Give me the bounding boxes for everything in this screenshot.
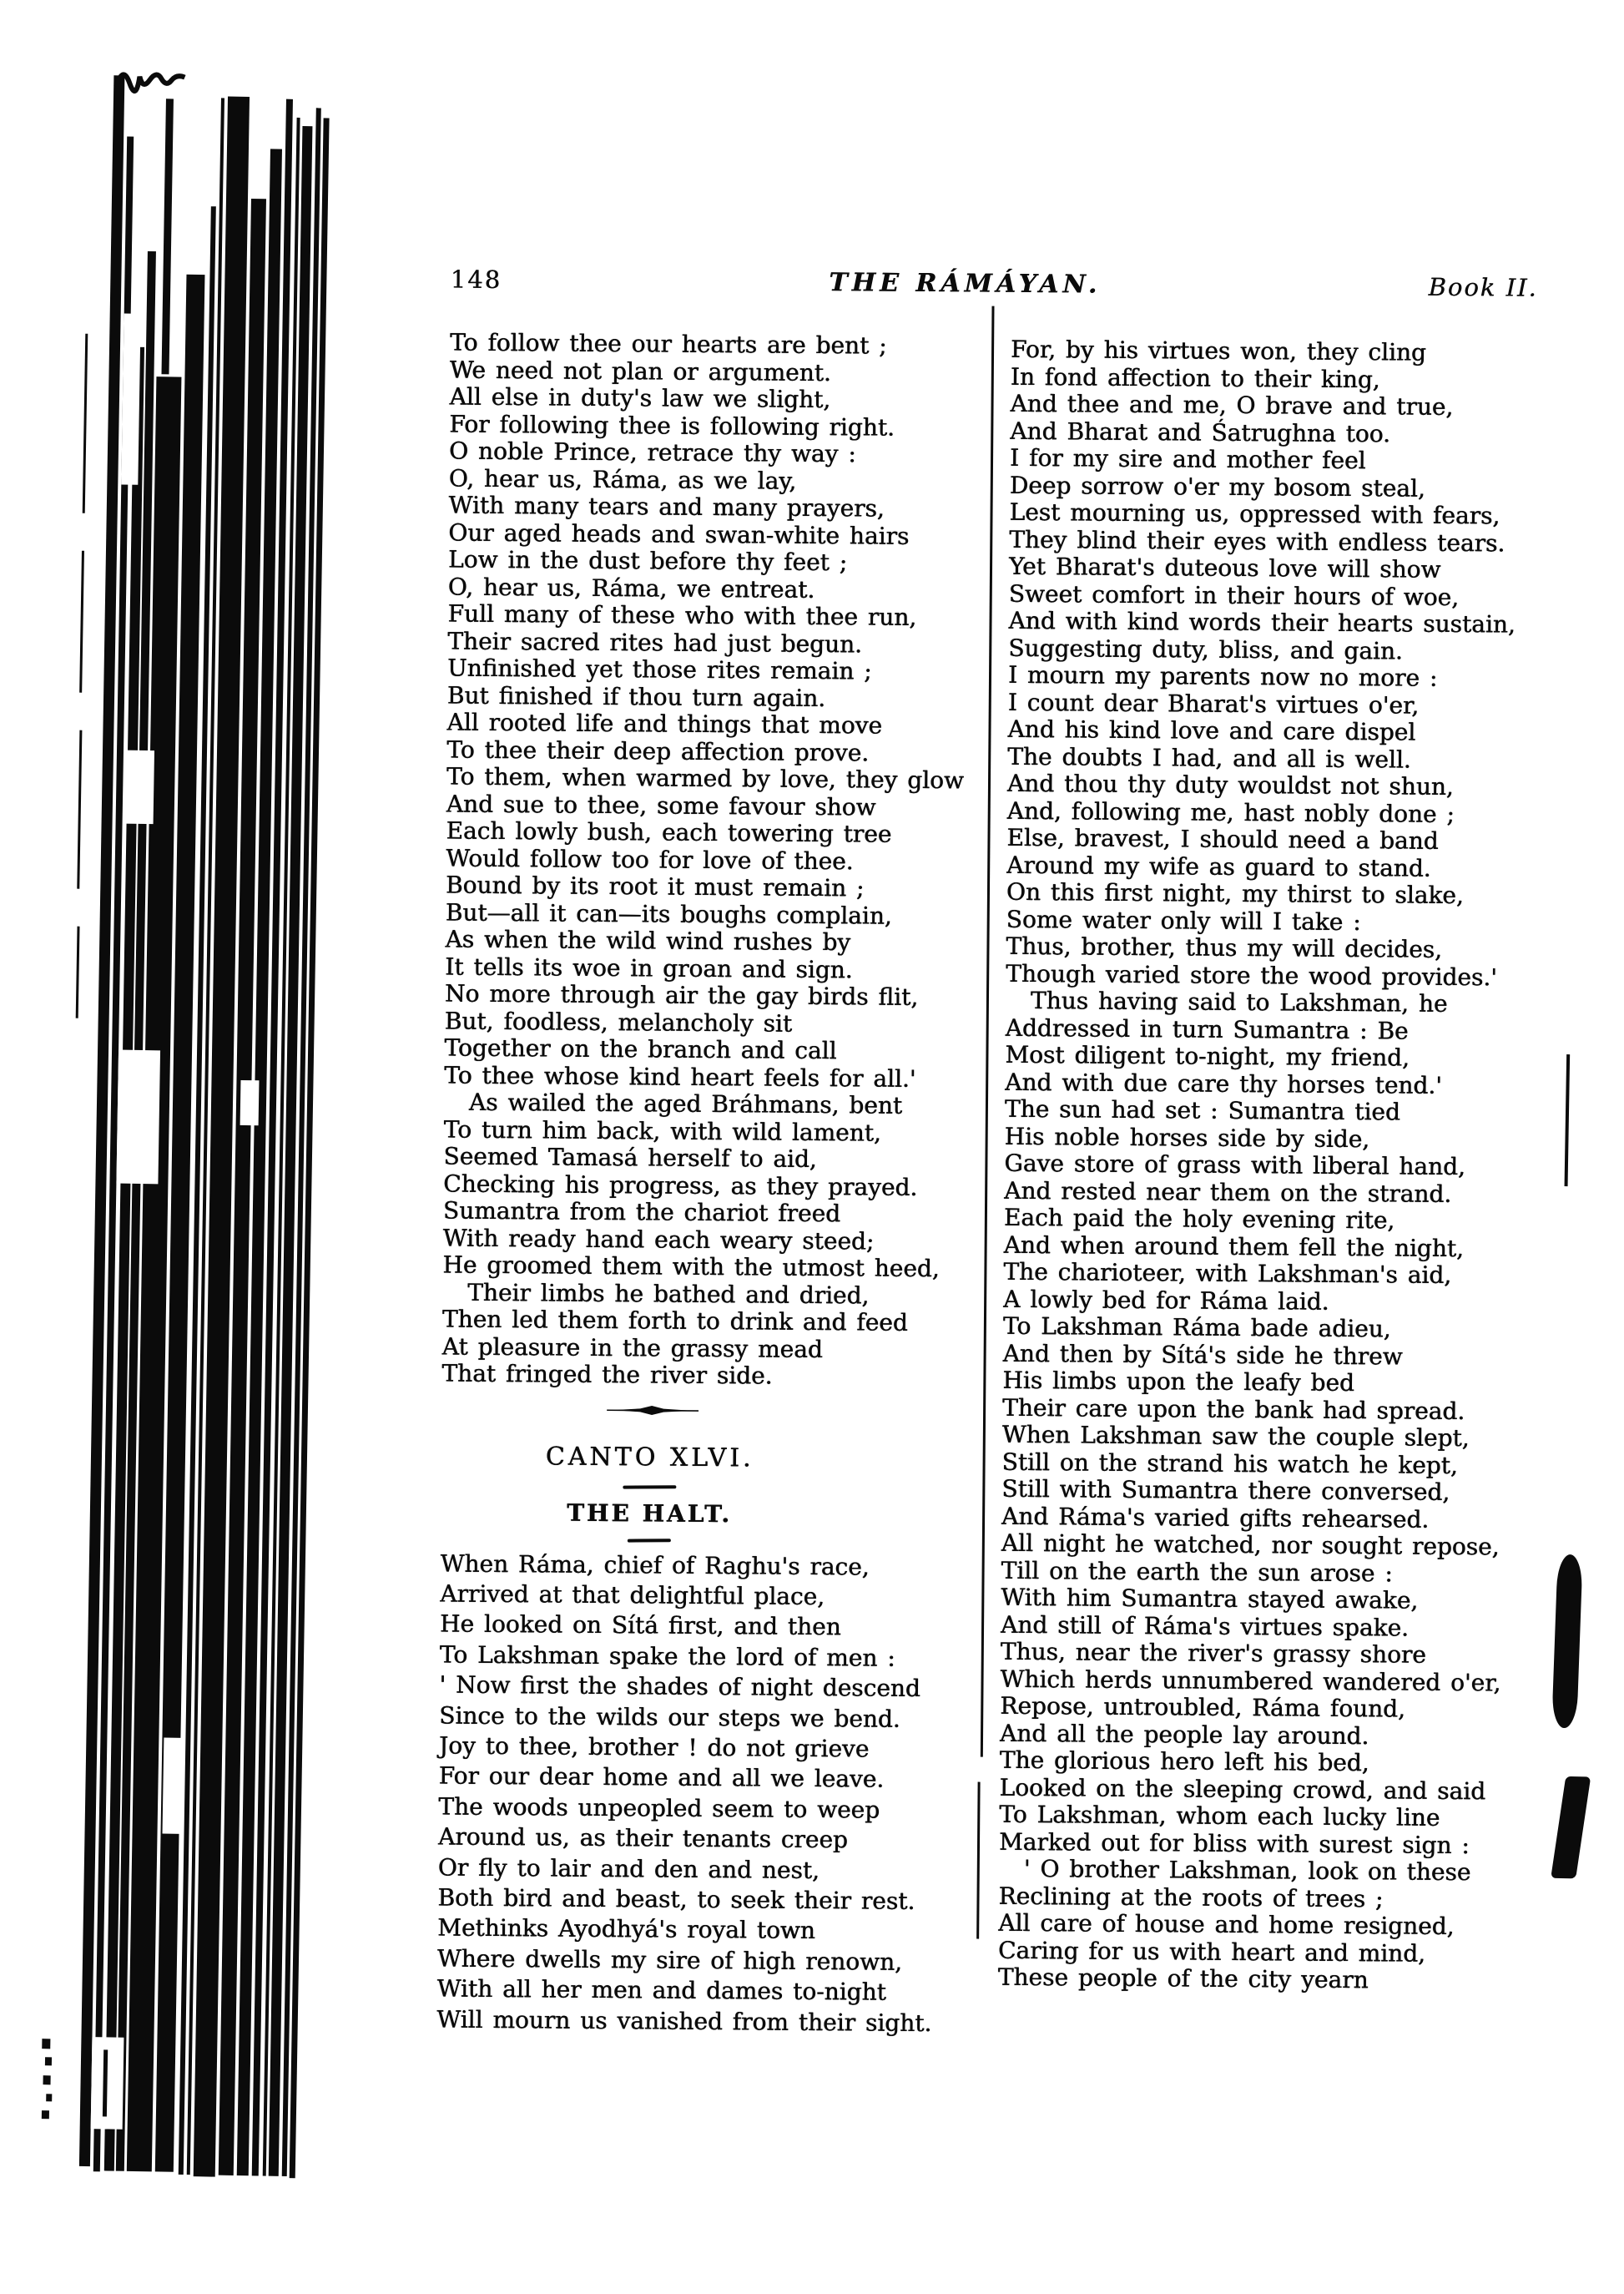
verse-line: ' O brother Lakshman, look on these [1023, 1854, 1471, 1887]
verse-line: To thee whose kind heart feels for all.' [444, 1060, 916, 1093]
verse-line: When Lakshman saw the couple slept, [1001, 1420, 1470, 1453]
verse-line: Still with Sumantra there conversed, [1001, 1474, 1450, 1506]
verse-line: Addressed in turn Sumantra : Be [1005, 1013, 1409, 1045]
verse-line: Else, bravest, I should need a band [1006, 823, 1439, 855]
verse-line: Their sacred rites had just begun. [447, 627, 863, 658]
verse-line: And all the people lay around. [999, 1719, 1369, 1750]
verse-line: On this first night, my thirst to slake, [1006, 877, 1464, 910]
verse-line: No more through air the gay birds flit, [444, 979, 919, 1011]
verse-line: O noble Prince, retrace thy way : [448, 437, 856, 468]
left-column [436, 330, 974, 2039]
verse-line: And his kind love and care dispel [1007, 715, 1416, 746]
verse-line: With him Sumantra stayed awake, [1001, 1583, 1419, 1614]
verse-line: Methinks Ayodhyá's royal town [437, 1913, 816, 1945]
verse-line: Gave store of grass with liberal hand, [1004, 1149, 1466, 1181]
verse-line: Around my wife as guard to stand. [1006, 851, 1431, 882]
verse-line: Together on the branch and call [444, 1033, 837, 1065]
verse-line: And Ráma's varied gifts rehearsed. [1001, 1502, 1430, 1534]
verse-line: Or fly to lair and den and nest, [437, 1853, 820, 1884]
verse-line: A lowly bed for Ráma laid. [1003, 1285, 1329, 1316]
canto-title: CANTO XLVI. [545, 1441, 754, 1473]
verse-line: Low in the dust before thy feet ; [447, 545, 848, 577]
verse-line: And Bharat and Śatrughna too. [1010, 417, 1391, 447]
verse-line: Thus, near the river's grassy shore [1000, 1637, 1426, 1669]
verse-line: Repose, untroubled, Ráma found, [1000, 1691, 1406, 1723]
verse-line: That fringed the river side. [441, 1359, 773, 1390]
verse-line: For following thee is following right. [449, 410, 895, 442]
verse-line: Reclining at the roots of trees ; [998, 1882, 1384, 1913]
verse-line: Still on the strand his watch he kept, [1001, 1448, 1458, 1479]
verse-line: Looked on the sleeping crowd, and said [999, 1773, 1486, 1805]
verse-line: Caring for us with heart and mind, [997, 1936, 1426, 1968]
verse-line: Then led them forth to drink and feed [441, 1305, 908, 1336]
verse-line: Most diligent to-night, my friend, [1005, 1040, 1410, 1072]
verse-line: As when the wild wind rushes by [445, 925, 851, 957]
verse-line: With ready hand each weary steed; [442, 1223, 875, 1256]
verse-line: Around us, as their tenants creep [437, 1822, 849, 1854]
verse-line: Seemed Tamasá herself to aid, [443, 1142, 817, 1174]
verse-line: I count dear Bharat's virtues o'er, [1007, 688, 1420, 720]
scan-edge-blob [1551, 1554, 1582, 1729]
verse-line: At pleasure in the grassy mead [441, 1331, 823, 1363]
verse-line: Bound by its root it must remain ; [445, 871, 865, 902]
verse-line: To Lakshman Ráma bade adieu, [1002, 1311, 1391, 1343]
verse-line: Both bird and beast, to seek their rest. [437, 1883, 915, 1915]
verse-line: Unfinished yet those rites remain ; [446, 654, 872, 685]
verse-line: Deep sorrow o'er my bosom steal, [1009, 471, 1425, 503]
verse-line: Joy to thee, brother ! do not grieve [438, 1731, 870, 1763]
verse-section-canto46 [436, 1549, 965, 2039]
verse-line: Though varied store the wood provides.' [1006, 959, 1498, 991]
verse-line: And thou thy duty wouldst not shun, [1006, 769, 1454, 801]
verse-section-right [998, 336, 1562, 1996]
verse-line: Would follow too for love of thee. [446, 844, 854, 875]
verse-line: The doubts I had, and all is well. [1007, 742, 1411, 774]
verse-line: And still of Ráma's virtues spake. [1000, 1610, 1410, 1642]
verse-line: And when around them fell the night, [1003, 1230, 1465, 1262]
verse-line: These people of the city yearn [997, 1963, 1369, 1994]
verse-line: Some water only will I take : [1006, 905, 1361, 936]
verse-line: Their care upon the bank had spread. [1002, 1393, 1465, 1425]
verse-line: The charioteer, with Lakshman's aid, [1003, 1257, 1452, 1289]
verse-line: To Lakshman, whom each lucky line [999, 1800, 1440, 1832]
verse-line: Yet Bharat's duteous love will show [1008, 552, 1441, 584]
verse-line: And with kind words their hearts sustain, [1008, 606, 1516, 639]
verse-line: And, following me, hast nobly done ; [1006, 796, 1455, 828]
scan-gutter-artifact [0, 0, 335, 2283]
canto-subtitle: THE HALT. [567, 1498, 733, 1528]
verse-line: Arrived at that delightful place, [440, 1579, 825, 1611]
verse-line: ' Now first the shades of night descend [439, 1670, 920, 1703]
verse-line: Since to the wilds our steps we bend. [439, 1701, 900, 1733]
verse-line: With many tears and many prayers, [448, 491, 885, 523]
verse-line: Thus having said to Lakshman, he [1030, 987, 1448, 1018]
verse-line: The woods unpeopled seem to weep [438, 1792, 880, 1824]
page-header [451, 265, 1538, 303]
heading-rule [623, 1485, 676, 1488]
verse-line: In fond affection to their king, [1010, 362, 1380, 393]
verse-line: Full many of these who with thee run, [447, 599, 917, 631]
verse-line: Checking his progress, as they prayed. [443, 1169, 918, 1201]
verse-line: Till on the earth the sun arose : [1001, 1556, 1393, 1587]
verse-line: But, foodless, melancholy sit [444, 1007, 793, 1038]
canto-heading-block [441, 1441, 859, 1544]
scan-edge-blob [1551, 1776, 1591, 1879]
verse-line: The glorious hero left his bed, [999, 1746, 1369, 1777]
verse-line: Which herds unnumbered wandered o'er, [1000, 1665, 1501, 1696]
verse-line: And sue to thee, some favour show [446, 790, 876, 821]
page-number: 148 [450, 265, 502, 295]
verse-line: Their limbs he bathed and dried, [467, 1278, 870, 1310]
verse-line: Will mourn us vanished from their sight. [436, 2005, 932, 2037]
column-divider-rule [976, 1782, 980, 1939]
tapered-rule-ornament-icon [607, 1404, 699, 1417]
verse-line: They blind their eyes with endless tears. [1009, 525, 1505, 557]
verse-line: Suggesting duty, bliss, and gain. [1008, 634, 1404, 665]
heading-rule [628, 1539, 671, 1542]
verse-line: Each lowly bush, each towering tree [446, 816, 892, 848]
verse-line: O, hear us, Ráma, we entreat. [447, 573, 815, 604]
running-title: THE RÁMÁYAN. [829, 268, 1102, 300]
verse-line: He looked on Sítá first, and then [439, 1609, 841, 1641]
verse-line: I for my sire and mother feel [1009, 443, 1366, 475]
verse-line: Each paid the holy evening rite, [1003, 1203, 1395, 1235]
verse-line: Marked out for bliss with surest sign : [998, 1827, 1470, 1859]
verse-line: All care of house and home resigned, [998, 1908, 1455, 1941]
verse-line: Sumantra from the chariot freed [442, 1196, 841, 1228]
verse-line: We need not plan or argument. [449, 356, 831, 387]
verse-line: Lest mourning us, oppressed with fears, [1009, 498, 1500, 530]
verse-line: All night he watched, nor sought repose, [1001, 1528, 1500, 1561]
column-divider-rule [981, 306, 995, 1757]
verse-line: Where dwells my sire of high renown, [436, 1944, 903, 1976]
verse-line: And thee and me, O brave and true, [1010, 389, 1454, 421]
verse-line: The sun had set : Sumantra tied [1004, 1094, 1400, 1126]
verse-line: All rooted life and things that move [446, 708, 883, 740]
verse-line: His limbs upon the leafy bed [1002, 1366, 1355, 1397]
verse-line: But finished if thou turn again. [446, 681, 826, 712]
verse-line: And with due care thy horses tend.' [1005, 1068, 1443, 1099]
verse-line: O, hear us, Ráma, as we lay, [448, 464, 797, 495]
verse-line: With all her men and dames to-night [436, 1974, 886, 2006]
verse-line: To Lakshman spake the lord of men : [439, 1640, 895, 1672]
verse-line: To them, when warmed by love, they glow [446, 762, 965, 795]
verse-line: When Ráma, chief of Raghu's race, [440, 1549, 870, 1581]
verse-line: He groomed them with the utmost heed, [442, 1251, 940, 1283]
verse-line: And then by Sítá's side he threw [1002, 1339, 1403, 1371]
verse-line: To thee their deep affection prove. [446, 735, 870, 766]
verse-line: For, by his virtues won, they cling [1010, 335, 1427, 366]
verse-line: It tells its woe in groan and sign. [445, 952, 853, 983]
verse-line: Our aged heads and swan-white hairs [448, 518, 910, 550]
verse-line: Sweet comfort in their hours of woe, [1008, 579, 1460, 611]
verse-line: For our dear home and all we leave. [438, 1761, 885, 1794]
verse-line: His noble horses side by side, [1004, 1122, 1370, 1153]
verse-line: To follow thee our hearts are bent ; [450, 328, 887, 360]
verse-section-canto45-end [441, 330, 974, 1392]
right-column [998, 336, 1562, 1996]
verse-line: Thus, brother, thus my will decides, [1006, 932, 1443, 963]
scan-edge-mark [1565, 1054, 1571, 1186]
verse-line: But—all it can—its boughs complain, [445, 898, 892, 930]
verse-line: To turn him back, with wild lament, [443, 1114, 881, 1147]
verse-line: All else in duty's law we slight, [449, 382, 831, 414]
book-label: Book II. [1428, 272, 1538, 302]
verse-line: I mourn my parents now no more : [1007, 660, 1438, 692]
verse-line: And rested near them on the strand. [1004, 1176, 1452, 1208]
verse-line: As wailed the aged Bráhmans, bent [468, 1088, 903, 1119]
